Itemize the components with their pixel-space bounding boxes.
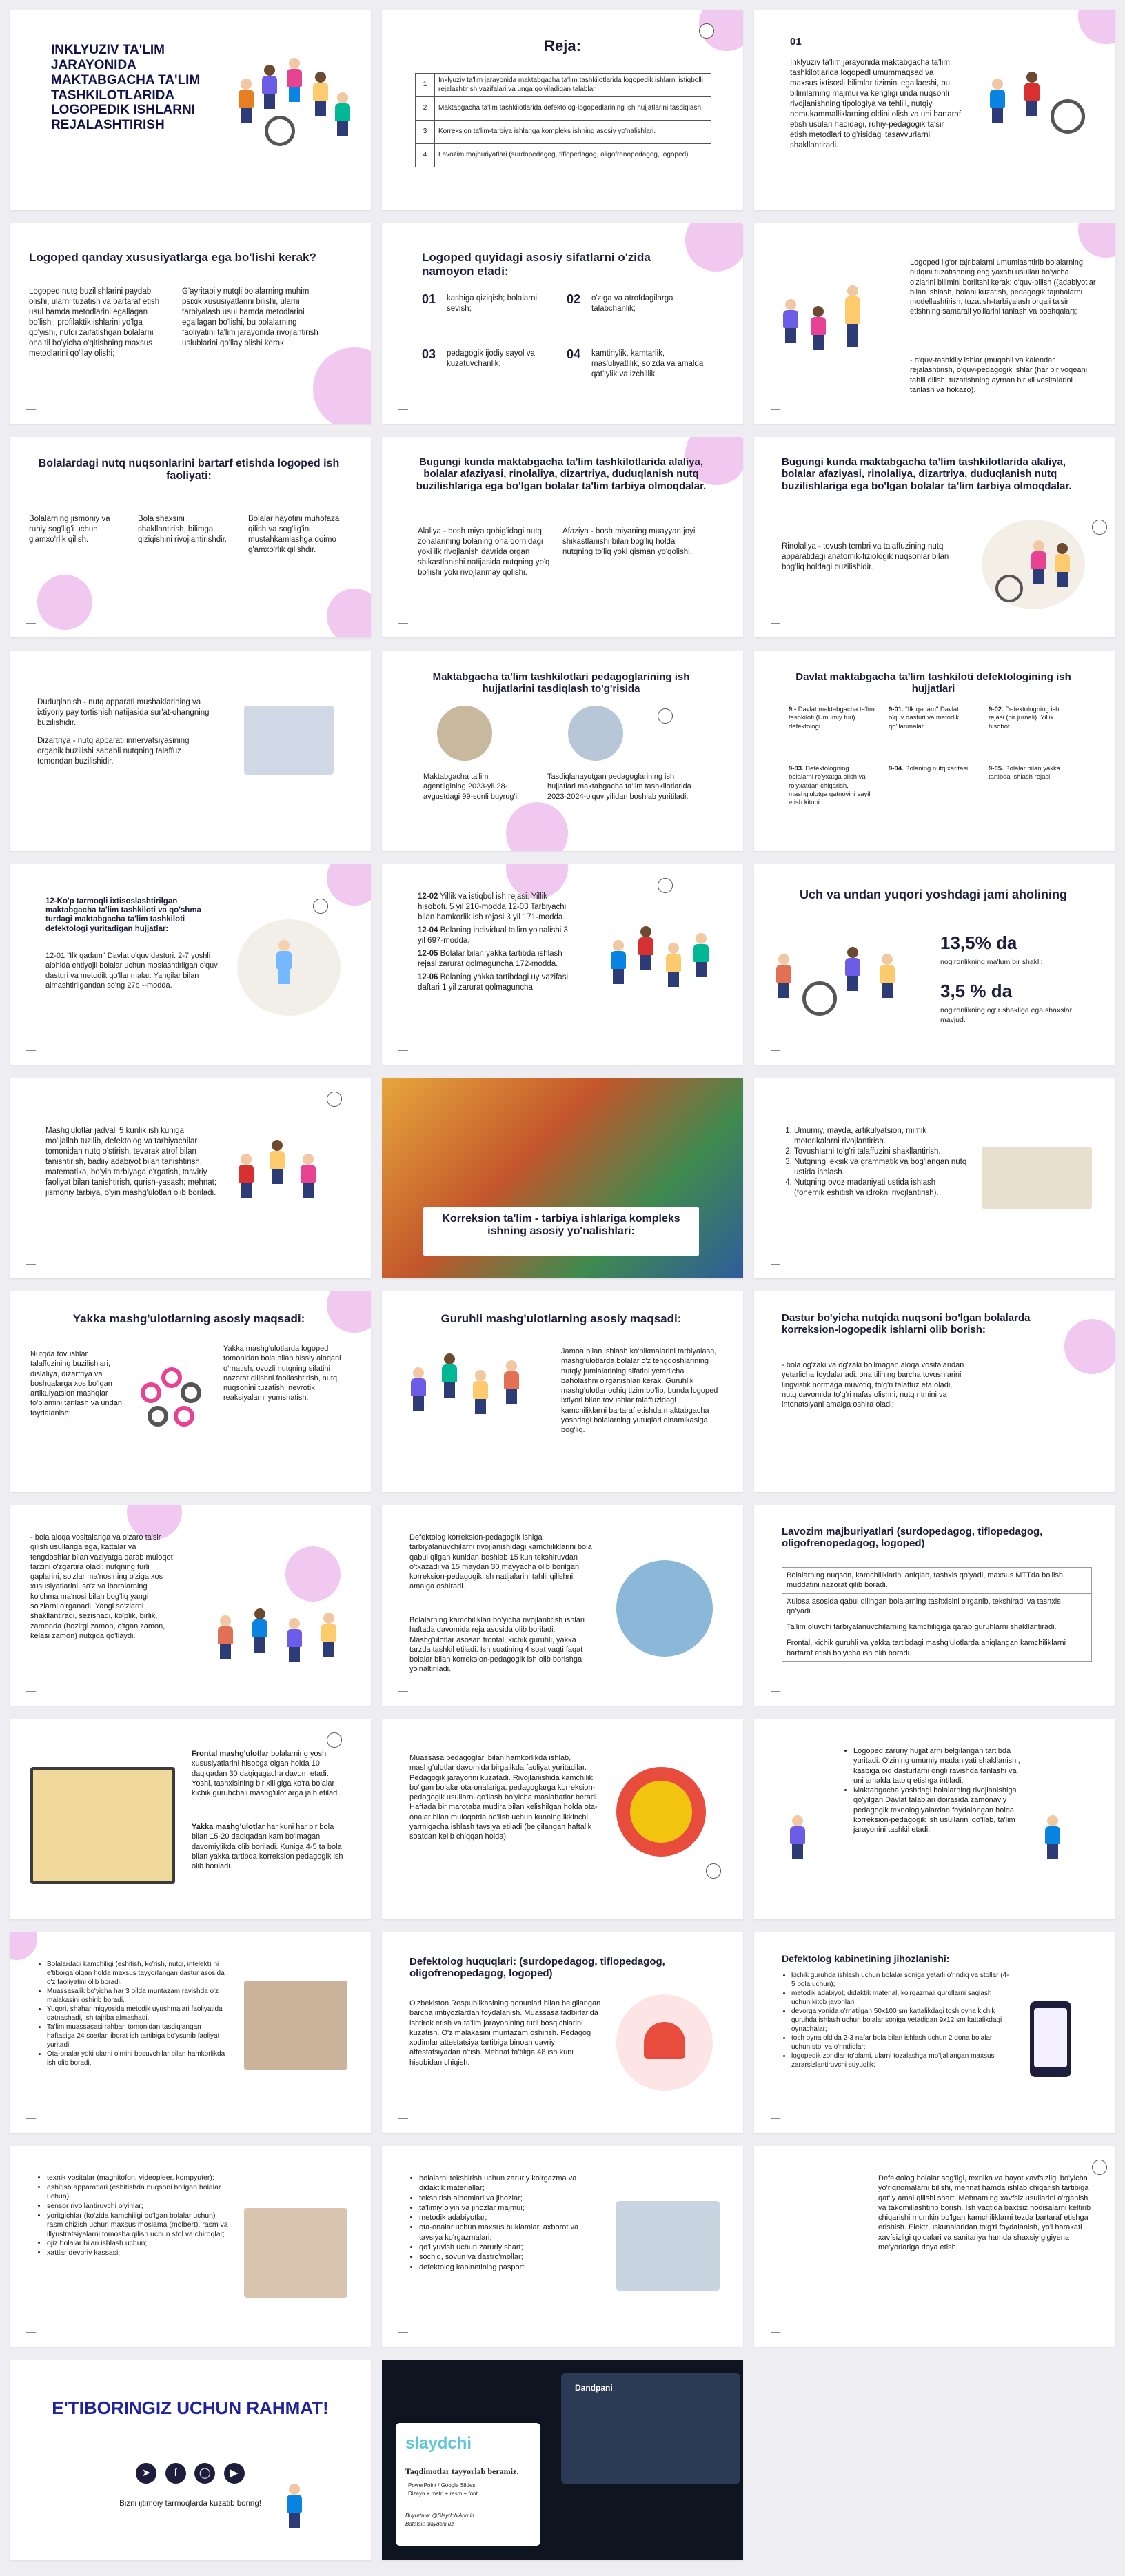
kids-wheelchair-illustration: [982, 520, 1085, 609]
slide-01-intro[interactable]: [754, 10, 1115, 210]
slide-heading: Bolalardagi nutq nuqsonlarini bartarf etishda logoped ish faoliyati:: [38, 458, 340, 482]
list-item: • ojiz bolalar bilan ishlash uchun;: [47, 2239, 230, 2249]
decor-ring: [313, 899, 328, 914]
list-item: • ta'limiy o'yin va jihozlar majmui;: [419, 2203, 602, 2213]
list-item: 2. Tovushlarni to'g'ri talaffuzini shakllantirish.: [794, 1147, 968, 1157]
slide-logoped-qualities[interactable]: [10, 223, 371, 424]
intro-text: Inklyuziv ta'lim jarayonida maktabgacha ta'lim tashkilotlarida logopedl umummaqsad va maxsus ixtisosli bilimlar tizimini egallaeshi, bu bilimlarning majmui va kengligi unda nuqsonli rivojlanishning tipologiya va tehlili, nutqiy nomukammalliklarning oldini olish va uni bartaraf etish usulari haqidagi, ruhiy-pedagogik ta'sir etish metodlari to'g'risidagi tasavvurlarni shakllantiradi.: [790, 59, 962, 150]
list-item: • Ta'lim muassasasi rahbari tomonidan tasdiqlangan haftasiga 24 soatlan iborat ish tartibiga bo'ysunib faoliyat yuritadi.: [47, 2023, 230, 2049]
materials-list: [409, 2174, 602, 2272]
ad-contact-2: Batafsil: slaydchi.uz: [405, 2521, 454, 2527]
list-item: • Muassasalik bo'yicha har 3 oilda muntazam ravishda o'z malakasini oshirib boradi.: [47, 1987, 230, 2005]
decor-blob: [327, 589, 371, 637]
slide-documents-approval[interactable]: [382, 651, 743, 851]
column-text: Bolalarning jismoniy va ruhiy sog'lig'i uchun g'amxo'rlik qilish.: [29, 515, 110, 544]
child-drawing-photo: [237, 919, 341, 1016]
column-text: Nutqda tovushlar talaffuzining buzilishlari, dislaliya, dizartriya va boshqalarga xos bo'lgan artikulyatsion mashqlar to'plamini tanlash va undan foydalanish;: [30, 1350, 122, 1418]
stat-desc-2: nogironlikning og'ir shakliga ega shaxslar mavjud.: [940, 1006, 1073, 1024]
stat-percent-2: 3,5 % da: [940, 981, 1013, 1001]
alaliya-text: Alaliya - bosh miya qobig'idagi nutq zonalarining bolaning ona qornidagi yoki ilk rivojlanish davrida organ shikastlanishi natijasida nutqning yo'q bo'lishi yoki rivojlanmay qolishi.: [418, 527, 550, 577]
agenda-num: 4: [416, 144, 435, 167]
program-text: - bola og'zaki va og'zaki bo'lmagan aloqa vositalaridan yetarlicha foydalanadi: ona tilining barcha tovushlarini lingvistik normaga muvofiq, to'g'ri talaffuz eta oladi, nutq davomida to'g'ri nafas olishni, nutq ritmini va intonatsiyani amalga oshira oladi;: [782, 1361, 964, 1409]
agenda-num: 3: [416, 121, 435, 144]
slide-heading: 12-Ko'p tarmoqli ixtisoslashtirilgan maktabgacha ta'lim tashkiloti va qo'shma turdagi maktabgacha ta'lim tashkiloti defektologi yuritadigan hujjatlar:: [45, 897, 201, 933]
agenda-num: 1: [416, 74, 435, 97]
slide-logoped-traits[interactable]: [382, 223, 743, 424]
document-item: 12-05 Bolalar bilan yakka tartibda ishlash rejasi zarurat qolmaguncha 172-modda.: [418, 949, 562, 968]
trait-text: pedagogik ijodiy sayol va kuzatuvchanlik;: [447, 349, 535, 368]
slide-heading: Defektolog huquqlari: (surdopedagog, tiflopedagog, oligofrenopedagog, logoped): [409, 1956, 665, 1980]
trait-text: kasbiga qiziqish; bolalarni sevish;: [447, 294, 538, 313]
mockup-text: Dandpani: [575, 2383, 613, 2393]
list-item: • Maktabgacha yoshdagi bolalarning rivojlanishiga qo'yilgan Davlat talablari doirasida zamonaviy pedagogik texnologiyalardan foydalangan holda korreksion-pedagogik ish usullarini qo'llab, ta'lim jarayonini tashkil etadi.: [853, 1786, 1023, 1834]
decor-blob: [685, 223, 743, 272]
list-item: • tekshirish albomlari va jihozlar;: [419, 2194, 602, 2203]
slide-heading: Yakka mashg'ulotlarning asosiy maqsadi:: [72, 1312, 305, 1325]
slide-specialized-documents[interactable]: [10, 864, 371, 1065]
slide-heading: Lavozim majburiyatlari (surdopedagog, tiflopedagog, oligofrenopedagog, logoped): [782, 1526, 1043, 1550]
slide-individual-lessons[interactable]: [10, 1291, 371, 1492]
order-text: Maktabgacha ta'lim agentligining 2023-yil 28-avgustdagi 99-sonli buyrug'i.: [423, 773, 520, 801]
slide-correction-directions[interactable]: [382, 1078, 743, 1278]
children-reading-illustration: [30, 1767, 175, 1884]
list-item: • devorga yonida o'rnatilgan 50x100 sm kattalikdagi tosh oyna kichik guruhda ishlash uchun bolalar soniga yetadigan 9x12 sm kattalikdagi oynachalar;: [791, 2007, 1009, 2034]
experience-text-2: - o'quv-tashkiliy ishlar (muqobil va kalendar rejalashtirish, o'quv-pedagogik ishlar (har bir voqeani tahlil qilish, tuzatishning ayrnan bir xil vositalarini tanlash va hokazo).: [910, 356, 1088, 394]
thank-you-title: E'TIBORINGIZ UCHUN RAHMAT!: [52, 2398, 329, 2418]
slide-title[interactable]: [10, 10, 371, 210]
document-item: 12-02 Yillik va istiqbol ish rejasi. Yillik hisoboti. 5 yil 210-modda 12-03 Tarbiyachi bilan hamkorlik ish rejasi 3 yil 171-modda.: [418, 892, 567, 921]
experience-text: Logoped lig'or tajribalarni umumlashtirib bolalarning nutqini tuzatishning eng yaxshi usullari bo'yicha o'zlarini bilimini boriitshi kerak: o'quv-bilish ((adabiyotlar bilan ishlash, bolani kuzatish, pedagogik tajribalarni modellashtirish, tuzatish-tarbiyalash orqali ta'sir etishning samarali yo'llarini tanlash va boshqalar);: [910, 258, 1096, 316]
disabled-people-illustration: [775, 933, 926, 1036]
slide-cooperation[interactable]: [382, 1719, 743, 1919]
list-item: 4. Nutqning ovoz madaniyati ustida ishlash (fonemik eshitish va idrokni rivojlantirish).: [794, 1178, 968, 1198]
telegram-icon[interactable]: ➤: [136, 2463, 156, 2484]
list-item: • Yuqori, shahar miqyosida metodik uyushmalari faoliyatida qatnashadi, ish tajriba almashadi.: [47, 2005, 230, 2023]
list-item: • metodik adabiyot, didaktik material, ko'rgazmali qurollarni saqlash uchun kitob javonlari;: [791, 1989, 1009, 2007]
decor-ring: [706, 1863, 721, 1879]
list-item: 1. Umumiy, mayda, artikulyatsion, mimik motorikalarni rivojlantirish.: [794, 1126, 968, 1147]
slide-defectologist-documents[interactable]: [754, 651, 1115, 851]
slide-heading: Dastur bo'yicha nutqida nuqsoni bo'lgan bolalarda korreksion-logopedik ishlarni olib borish:: [782, 1312, 1031, 1336]
frontal-text: Frontal mashg'ulotlar bolalarning yosh xususiyatlarini hisobga olgan holda 10 daqiqadan 30 daqiqagacha davom etadi. Yoshi, tashxisining bir xilligiga ko'ra bolalar kichik guruhchali mashg'ulotlarga jalb etiladi.: [192, 1750, 341, 1798]
slide-heading: Logoped quyidagi asosiy sifatlarni o'zida namoyon etadi:: [422, 251, 651, 278]
list-item: • texnik vositalar (magnitofon, videopleer, kompyuter);: [47, 2174, 230, 2183]
list-item: • eshitish apparatlari (eshitishda nuqsoni bo'lgan bolalar uchun);: [47, 2183, 230, 2202]
duty-row: Frontal, kichik guruhli va yakka tartibdagi mashg'ulotlarda aniqlangan kamchiliklarni bartaraf etish bo'yicha ish olib boradi.: [787, 1639, 1066, 1657]
laptop-mockup: [561, 2373, 740, 2484]
agenda-row: [416, 144, 711, 167]
decor-blob: [506, 802, 568, 851]
instagram-icon[interactable]: ◯: [194, 2463, 215, 2484]
child-reading-photo: [244, 2208, 347, 2298]
heart-hands-illustration: [616, 1994, 713, 2091]
phone-icon: [1030, 2001, 1071, 2077]
ad-card: [396, 2423, 540, 2546]
column-text: Bola shaxsini shakllantirish, bilimga qiziqishini rivojlantirishdir.: [138, 515, 227, 544]
document-item: 9 - Davlat maktabgacha ta'lim tashkiloti (Umumiy turi) defektologi.: [789, 706, 875, 730]
column-text: Logoped nutq buzilishlarini paydab olishi, ularni tuzatish va bartaraf etish usul hamda metodlarini egallagan bo'lishi, profilaktik ishlarini yo'lga qo'yishi, nutqi zaifatishgan bolalarni ona til bo'yicha o'qitishning maxsus metodlarini qo'llay olishi;: [29, 287, 160, 358]
slide-heading: Uch va undan yuqori yoshdagi jami aholining: [799, 888, 1068, 901]
duty-row: Xulosa asosida qabul qilingan bolalarning tashxisini o'rganib, tekshiradi va tashxis qo'yadi.: [782, 1594, 1091, 1620]
duduqlanish-text: Duduqlanish - nutq apparati mushaklarining va ixtiyoriy pay tortishish natijasida sur'at-ohangning buzilishidir.: [37, 698, 210, 727]
agenda-row: [416, 97, 711, 121]
slide-technical-tools[interactable]: [10, 2146, 371, 2347]
duties-table: [782, 1567, 1092, 1662]
decor-blob: [313, 347, 371, 424]
slide-heading: Bugungi kunda maktabgacha ta'lim tashkilotlarida alaliya, bolalar afaziyasi, rinolaliya, dizartriya, duduqlanish nutq buzilishlariga ega bo'lgan bolalar ta'lim tarbiya olmoqdalar.: [416, 456, 707, 492]
decor-ring: [1092, 2160, 1107, 2175]
agenda-title: Reja:: [544, 37, 581, 54]
baby-alphabet-photo: [616, 1560, 713, 1657]
agenda-text: Inklyuziv ta'lim jarayonida maktabgacha ta'lim tashkilotlarida logopedik ishlarni istiqbolli rejalashtirish vazifalari va unga qo'yiladigan talablar.: [435, 74, 711, 97]
afaziya-text: Afaziya - bosh miyaning muayyan joyi shikastlanishi bilan bog'liq holda nutqning to'liq yoki qisman yo'qolishi.: [562, 527, 696, 556]
slide-cabinet-equipment[interactable]: [754, 1932, 1115, 2133]
slide-heading: Maktabgacha ta'lim tashkilotlari pedagoglarining ish hujjatlarini tasdiqlash to'g'risida: [432, 671, 690, 695]
list-item: • tosh oyna oldida 2-3 nafar bola bilan ishlash uchun 2 dona bolalar uchun stol va o'rindiqlar;: [791, 2034, 1009, 2052]
safety-text: Defektolog bolalar sog'ligi, texnika va hayot xavfsizligi bo'yicha yo'riqnomalarni bilishi, mehnat hamda ishlab chiqarish tartibiga qat'iy amal qilishi shart. Mehnatning xavfsiz usullarini o'rganish va takomillashtirib borish. Ish vaqtida baxtsiz hodisalarni keltirib chiqarishi mumkin bo'lgan kamchiliklarni tezda bartaraf etishga erishish. Elektr uskunalaridan to'g'ri foydalanish, yo'l harakati xavfsizligi qoidalari va sanitariya hamda shaxsiy gigiyena me'yorlariga rioya etish.: [878, 2174, 1091, 2252]
trait-number: 04: [567, 347, 581, 361]
agenda-text: Lavozim majburiyatlari (surdopedagog, tiflopedagog, oligofrenopedagog, logoped).: [435, 144, 711, 167]
schedule-text: Mashg'ulotlar jadvali 5 kunlik ish kuniga mo'ljallab tuzilib, defektolog va tarbiyachilar tomonidan nutq o'stirish, tevarak atrof bilan tanishtirish, badiiy adabiyot bilan tanishtirish, matematika, bo'yin tarbiyaga o'rgatish, tasviriy faoliyat bilan tanishtirish, qurish-yasash; mehnat; jismoniy tarbiya, o'yin mashg'ulotlari olib boriladi.: [45, 1127, 217, 1197]
list-item: • defektolog kabinetining pasporti.: [419, 2262, 602, 2272]
facebook-icon[interactable]: f: [165, 2463, 186, 2484]
ad-title: Taqdimotlar tayyorlab beramiz.: [405, 2466, 519, 2476]
kids-playing-photo: [982, 1147, 1092, 1209]
children-illustration: [216, 1608, 354, 1684]
kids-playing-photo: [244, 706, 334, 775]
slide-documents-list[interactable]: [382, 864, 743, 1065]
cooperation-text: Muassasa pedagoglari bilan hamkorlikda ishlab, mashg'ulotlar davomida birgalikda faoliyat yuritadilar. Pedagogik jarayonni kuzatadi. Rivojlanishida kamchilik bo'lgan bolalar ota-onalariga, pedagoglarga korreksion-pedagogik usullarni qo'llash bo'yicha maslahatlar beradi. Haftada bir marotaba mudira bilan kelishilgan holda ota-onalar bilan muloqotda bo'lish uchun kunning ikkinchi yarmigacha ishlash tavsiya etiladi (belgilangan haftalik soatdan kelib chiqqan holda): [409, 1754, 599, 1841]
group-lessons-text: Jamoa bilan ishlash ko'nikmalarini tarbiyalash, mashg'ulotlarda bolalar o'z tengdoshlarining nutqiy jumlalarining sifatini yetarlicha baholashni o'rganishlari kerak. Guruhlik mashg'ulotlar ochiq tizim bo'lib, bunda logoped ixtiyori bilan tovushlar talaffuzidagi kamchiliklarni bartaraf etishda maktabgacha yoshdagi bolalarning yutuqlari dinamikasiga bog'liq.: [561, 1347, 718, 1435]
teacher-kids-illustration: [782, 278, 892, 382]
agenda-table: [415, 73, 711, 167]
decor-ring: [658, 878, 673, 893]
brand-logo: slaydchi: [405, 2434, 472, 2453]
decor-blob: [10, 1932, 37, 1960]
individual-text: Yakka mashg'ulotlar har kuni har bir bola bilan 15-20 daqiqadan kam bo'lmagan davomiylikda olib boriladi. Kuniga 4-5 ta bola bilan yakka tartibda korreksion pedagogik ish olib boriladi.: [192, 1823, 343, 1871]
follow-text: Bizni ijtimoiy tarmoqlarda kuzatib boring!: [119, 2500, 261, 2508]
slide-correction-list[interactable]: [754, 1078, 1115, 1278]
slide-defectologist-rights[interactable]: [382, 1932, 743, 2133]
list-item: • yoritgichlar (ko'zida kamchiligi bo'lgan bolalar uchun) rasm chizish uchun maxsus moslama (molbert), rasm va illyustratsiyalarni tomosha qilish uchun stol va chiroqlar;: [47, 2211, 230, 2240]
document-item: 9-01. "Ilk qadam" Davlat o'quv dasturi va metodik qo'llanmalar.: [889, 706, 960, 730]
slide-heading: Korreksion ta'lim - tarbiya ishlariga kompleks ishning asosiy yo'nalishlari:: [442, 1213, 680, 1238]
presentation-title: INKLYUZIV TA'LIM JARAYONIDA MAKTABGACHA TA'LIM TASHKILOTLARIDA LOGOPEDIK ISHLARNI REJALASHTIRISH: [51, 43, 201, 133]
decor-blob: [1064, 1319, 1115, 1374]
slide-slaydchi-ad[interactable]: [382, 2360, 743, 2560]
trait-number: 02: [567, 292, 581, 306]
list-item: • qo'l yuvish uchun zaruriy shart;: [419, 2242, 602, 2252]
decor-blob: [37, 575, 92, 630]
girl-illustration: [782, 1801, 830, 1877]
list-item: • kichik guruhda ishlash uchun bolalar soniga yetarli o'rindiq va stollar (4-5 bola uchun);: [791, 1971, 1009, 1989]
document-item: 9-03. Defektologning bolalarni ro'yxatga olish va ro'yxatdan chiqarish, mashg'ulotga qatnovini sayil etish kitobi: [789, 765, 871, 807]
decor-ring: [658, 708, 673, 724]
children-group-illustration: [609, 926, 727, 1030]
slide-examination[interactable]: [382, 1505, 743, 1706]
slide-disorders-1[interactable]: [382, 437, 743, 637]
class-photo-1: [437, 706, 492, 761]
logoped-duties-list: [844, 1746, 1023, 1835]
column-text: Yakka mashg'ulotlarda logoped tomonidan bola bilan hissiy aloqani o'rnatish, ovozli nutqning sifatini nazorat qilishni faollashtirish, nutq nuqsonini tuzatish, nevrotik reaksiyalarni yumshatish.: [223, 1345, 341, 1402]
documents-text: Tasdiqlanayotgan pedagoglarining ish hujjatlari maktabgacha ta'lim tashkilotlarida 2023-2024-o'quv yilidan boshlab yuritiladi.: [547, 773, 691, 801]
slide-communication[interactable]: [10, 1505, 371, 1706]
slide-agenda[interactable]: [382, 10, 743, 210]
trait-number: 03: [422, 347, 436, 361]
documents-list: [418, 892, 576, 992]
trait-text: kamtinylik, kamtarlik, mas'uliyatlilik, so'zda va amalda qat'iylik va izchillik.: [591, 349, 704, 378]
slide-frontal-lessons[interactable]: [10, 1719, 371, 1919]
traits-grid: [422, 292, 711, 402]
ad-sub-2: Dizayn + matn + rasm + font: [408, 2491, 478, 2497]
decor-blob: [1078, 223, 1115, 258]
duty-row: Bolalarning nuqson, kamchiliklarini aniqlab, tashxis qo'yadi, maxsus MTTda bo'lish muddatini nazorat qilib boradi.: [782, 1568, 1091, 1594]
examination-text: Defektolog korreksion-pedagogik ishiga tarbiyalanuvchilarni rivojlanishidagi kamchiliklarini bola qabul qilgan kunidan boshlab 15 kun tekshiruvdan o'tkazadi va 15 maydan 30 mayyacha olib borilgan korreksion-pedagogik ish natijalarini tahlil qilishni amalga oshiradi.: [409, 1533, 592, 1591]
teacher-child-photo: [616, 2201, 720, 2291]
equipment-list: [782, 1971, 1009, 2069]
agenda-num: 2: [416, 97, 435, 121]
children-illustration: [237, 1140, 354, 1243]
decor-blob: [1078, 10, 1115, 44]
ad-sub: PowerPoint / Google Slides: [408, 2482, 476, 2488]
decor-blob: [327, 864, 371, 906]
rights-text: O'zbekiston Respublikasining qonunlari bilan belgilangan barcha imtiyozlardan foydalanish. Muassasa tadbirlarida ishtirok etish va ta'lim jarayonining turli bosqichlarini kuzatish. O'z malakasini muntazam oshirish. Pedagog xodimlar attestatsiya tartibiga binoan davriy attestatsiyadan o'tish. Mehnat ta'tiliga 48 ish kuni hisobidan chiqish.: [409, 1999, 601, 2067]
slide-heading: Guruhli mashg'ulotlarning asosiy maqsadi:: [440, 1312, 682, 1325]
decor-ring: [327, 1092, 342, 1107]
boy-illustration: [278, 2470, 327, 2546]
slide-heading: Davlat maktabgacha ta'lim tashkiloti defektologining ish hujjatlari: [795, 671, 1071, 695]
duty-row: Ta'lim oluvchi tarbiyalanuvchilarning kamchiligiga qarab guruhlarni shakllantiradi.: [782, 1619, 1091, 1635]
document-item: 9-04. Bolaning nutq xaritasi.: [889, 765, 970, 773]
document-text: 12-01 "Ilk qadam" Davlat o'quv dasturi. 2-7 yoshli alohida ehtiyojli bolalar uchun moslashtirilgan o'quv dasturi va metodik qo'llanmalar. Yangilar bilan almashtirilgandan so'ng 27b --modda.: [45, 952, 218, 990]
list-item: • Logoped zaruriy hujjatlarni belgilangan tartibda yuritadi. O'zining umumiy madaniyati shakllanishi, kasbiga oid dasturlarni ongli ravishda tanlashi va uni amalda tatbiq etishga intiladi.: [853, 1746, 1023, 1786]
trait-number: 01: [422, 292, 436, 306]
document-item: 9-05. Bolalar bilan yakka tartibda ishlash rejasi.: [989, 765, 1061, 781]
kids-group-illustration: [409, 1353, 547, 1457]
column-text: Bolalar hayotini muhofaza qilish va sog'lig'ini mustahkamlashga doimo g'amxo'rlik qilishdir.: [248, 515, 340, 554]
slide-disability-stats[interactable]: [754, 864, 1115, 1065]
wooden-clock-toy-photo: [616, 1767, 706, 1857]
inclusive-kids-illustration: [237, 58, 361, 161]
list-item: • metodik adabiyotlar;: [419, 2213, 602, 2222]
slide-group-lessons[interactable]: [382, 1291, 743, 1492]
decor-ring: [699, 23, 714, 39]
document-item: 9-02. Defektologning ish rejasi (bir jurnali). Yillik hisobot.: [989, 706, 1060, 730]
list-item: • logopedik zondlar to'plami, ularni tozalashga mo'ljallangan maxsus zararsizlantiruvchi suyuqlik;: [791, 2052, 1009, 2069]
slide-job-duties[interactable]: [754, 1505, 1115, 1706]
agenda-row: [416, 121, 711, 144]
teacher-child-photo: [244, 1981, 347, 2070]
ad-contact: Buyurtma: @SlaydchiAdmin: [405, 2513, 474, 2519]
boy-illustration: [1037, 1801, 1085, 1877]
slide-program-correction[interactable]: [754, 1291, 1115, 1492]
slide-disorders-2[interactable]: [754, 437, 1115, 637]
dizartriya-text: Dizartriya - nutq apparati innervatsiyasining organik buzilishi sababli nutqning talaffuz tomondan buzilishidir.: [37, 737, 190, 766]
slide-logoped-experience[interactable]: [754, 223, 1115, 424]
slide-lesson-schedule[interactable]: [10, 1078, 371, 1278]
slide-materials[interactable]: [382, 2146, 743, 2347]
slide-disorders-3[interactable]: [10, 651, 371, 851]
slide-defectologist-work[interactable]: [10, 1932, 371, 2133]
stat-percent-1: 13,5% da: [940, 932, 1017, 953]
agenda-text: Maktabgacha ta'lim tashkilotlarida defektolog-logopedlarining ish hujjatlarini tasdiqlash.: [435, 97, 711, 121]
column-text: G'ayritabiiy nutqli bolalarning muhim psixik xususiyatlarini bilishi, ularni tarbiyalash usul hamda metodlarini egallagan bo'lishi, bu bolalarning faoliyatini ta'lim jarayonida rivojlantirish uslublarini qo'llay olishi kerak.: [182, 287, 318, 347]
youtube-icon[interactable]: ▶: [224, 2463, 245, 2484]
list-item: 3. Nutqning leksik va grammatik va bog'langan nutq ustida ishlash.: [794, 1157, 968, 1178]
list-item: • Bolalardagi kamchiligi (eshitish, ko'rish, nutqi, intelekt) ni e'tiborga olgan holda maxsus tayyorlangan dastur asosida o'z faoliyatini olib boradi.: [47, 1960, 230, 1987]
slide-heading: Logoped qanday xususiyatlarga ega bo'lishi kerak?: [29, 251, 316, 264]
rinolaliya-text: Rinolaliya - tovush tembri va talaffuzining nutq apparatidagi anatomik-fiziologik nuqsonlar bilan bog'liq holdagi buzilishidir.: [782, 542, 949, 571]
decor-ring: [327, 1732, 342, 1748]
decor-ring: [1092, 520, 1107, 535]
list-item: • xattlar devoriy kassasi;: [47, 2249, 230, 2258]
list-item: • sochiq, sovun va dastro'mollar;: [419, 2252, 602, 2262]
flower-diagram-icon: [141, 1367, 203, 1429]
section-number: 01: [790, 36, 802, 48]
communication-text: - bola aloqa vositalariga va o'zaro ta'sir qilish usullariga ega, kattalar va tengdoshlar bilan vaziyatga qarab muloqot tarzini o'zgartira oladi: nutqning turli gaplarini, so'zlar ma'nosining o'ziga xos xususiyatlarini, so'z va iboralarning ko'chma ma'nosi bilan bog'liq yangi so'zlarni o'rganadi. Yangi so'zlarni shakllantiradi, sezishadi, ko'plik, birlik, zamonda (hozirgi zamon, o'tgan zamon, kelasi zamon) nutqida qo'llaydi.: [30, 1533, 173, 1640]
tools-list: [37, 2174, 230, 2258]
agenda-row: [416, 74, 711, 97]
list-item: • sensor rivojlantiruvchi o'yinlar;: [47, 2202, 230, 2211]
class-photo-2: [568, 706, 623, 761]
document-item: 12-06 Bolaning yakka tartibdagi uy vazifasi daftari 1 yil zarurat qolmaguncha.: [418, 972, 569, 992]
slide-heading: Defektolog kabinetining jihozlanishi:: [782, 1953, 950, 1964]
list-item: • ota-onalar uchun maxsus buklamlar, axborot va tavsiya ko'rgazmalari;: [419, 2222, 602, 2242]
list-item: • bolalarni tekshirish uchun zaruriy ko'rgazma va didaktik materiallar;: [419, 2174, 602, 2194]
document-item: 12-04 Bolaning individual ta'lim yo'nalishi 3 yil 697-modda.: [418, 926, 568, 945]
examination-text-2: Bolalarning kamchiliklari bo'yicha rivojlantirish ishlari haftada davomida reja asosida olib boriladi. Mashg'ulotlar asosan frontal, kichik guruhli, yakka tarzda tashkil etiladi. Ish soatining 4 soat vaqti faqat bolalar bilan korreksion-pedagogik ish olib borishga yo'naltiriladi.: [409, 1616, 585, 1674]
slide-logoped-documents[interactable]: [754, 1719, 1115, 1919]
trait-text: o'ziga va atrofdagilarga talabchanlik;: [591, 294, 673, 313]
decor-blob: [285, 1546, 341, 1602]
list-item: • Ota-onalar yoki ularni o'rnini bosuvchilar bilan hamkorlikda ish olib boradi.: [47, 2049, 230, 2067]
correction-list: [782, 1126, 968, 1198]
slide-logoped-activity[interactable]: [10, 437, 371, 637]
disabled-people-illustration: [982, 58, 1099, 168]
slide-thank-you[interactable]: [10, 2360, 371, 2560]
stat-desc-1: nogironlikning ma'lum bir shakli;: [940, 958, 1043, 966]
slide-safety[interactable]: [754, 2146, 1115, 2347]
slide-heading: Bugungi kunda maktabgacha ta'lim tashkilotlarida alaliya, bolalar afaziyasi, rinolaliya, dizartriya, duduqlanish nutq buzilishlariga ega bo'lgan bolalar ta'lim tarbiya olmoqdalar.: [782, 456, 1072, 492]
agenda-text: Korreksion ta'lim-tarbiya ishlariga kompleks ishning asosiy yo'nalishlari.: [435, 121, 711, 144]
work-list: [37, 1960, 230, 2067]
